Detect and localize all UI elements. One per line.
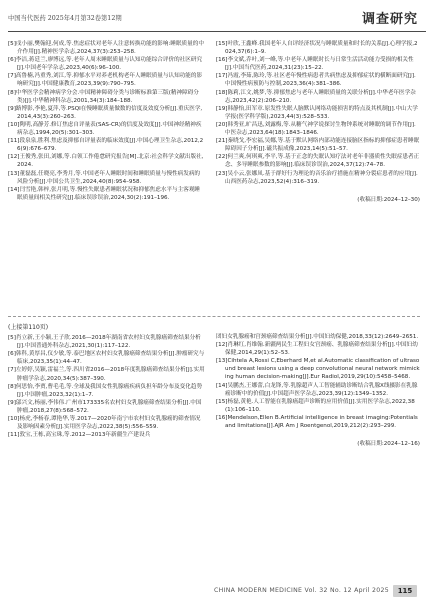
reference-item: [14]吴鹏杰,王娜蕾,白龙锋,等.乳腺超声人工智能辅助诊断结合乳腺X线摄影在乳腺癌诊断中的价值[J].中国超声医学杂志,2023,39(12):1349–1352. — [216, 382, 418, 397]
reference-item: [16]李文斌,乔叶,刘一峰,等.中老年人睡眠时长与日常生活活动能力受损的相关性[J].中国当代医药,2024,31(23):15–22. — [216, 57, 414, 72]
reference-item: [7]左婷婷,吴颖,雷福兰,等.四川省2016—2018年度乳腺癌筛查结果分析[J].实用肿瘤学杂志,2020,34(5):387–390. — [8, 367, 205, 382]
reference-item: [12]肖琳红,肖维翰.新疆两民生工程妇女宫颈癌、乳腺癌筛查结果分析[J].中国妇幼保健,2014,29(1):52–53. — [216, 342, 418, 357]
reference-item: [6]李洁,蒋廷兰,廖博远,等.老年人周末睡眠质量与认知功能综合评价的社区研究[J].中国老年学杂志,2023,40(6):96–100. — [8, 57, 203, 72]
lower-right-references — [216, 333, 420, 454]
reference-item: [5]戌小丽,樊翰迎,何成,等.焦虑症状对老年人注意转换功能的影响:睡眠质量的中介作用[J].精神医学杂志,2024,37(3):253–258. — [8, 41, 204, 56]
upper-receipt-date: (收稿日期:2024–12–30) — [357, 196, 420, 203]
header-rule — [8, 31, 426, 32]
page-number: 115 — [393, 585, 417, 597]
reference-item: [22]何兰爽,何琪爽,李平,等.基于正念的失眠认知疗法对老年非器质性失眠症患者正念、多导睡眠参数的影响[J].临床误诊误治,2024,37(12):74–78. — [216, 154, 420, 169]
page-footer — [0, 585, 427, 599]
reference-item: [11]敦宝,王栋,高宝珠,等.2012—2013年新疆生产建设兵 — [8, 432, 151, 439]
reference-item: [17]冯霞,李茹,陈玲,等.社区老年慢性病患者共病焦虑及抑郁症状的横断面研究[J].中国慢性病预防与控制,2023,36(4):381–386. — [216, 73, 416, 88]
reference-item: [8]何思怡,李贾,曹毛毛,等.全球及我国女性乳腺癌疾病负担年龄分布及变化趋势[J].中国肿瘤,2023,32(1):1–7. — [8, 383, 203, 398]
reference-item: [10]陶明,高静芳.修订焦虑自评量表(SAS-CR)的信度及效度[J].中国神经精神疾病杂志,1994,20(5):301–303. — [8, 121, 202, 137]
lower-receipt-date: (收稿日期:2024–12–16) — [357, 441, 420, 448]
reference-item: [10]杨虎,李杨春,谭艳华,等.2017—2020年南宁市农村妇女乳腺癌的筛查情况及影响因素分析[J].实用医学杂志,2022,38(5):556–559. — [8, 416, 201, 431]
reference-item: [20]韩秀亚,旷昌迅,刘露梅,等.从糖气神学说探讨生物钟系统对睡眠的调节作用[J].中医杂志,2023,64(18):1843–1846. — [216, 121, 416, 137]
reference-item: [14]闫雪艳,韩梓,张月明,等.慢性失眠患者睡眠状况和抑郁焦虑水平与主客观睡眠质量间相关性研究[J].临床误诊误治,2024,30(2):191–196. — [8, 186, 201, 201]
reference-item: [18]陈莉,江文,姚梦,等.抑郁焦虑与老年人睡眠质量的关联分析[J].中华老年医学杂志,2023,42(2):206–210. — [216, 89, 416, 104]
reference-item: [12]王俊秀,张田,刘娜,等.白领工作倦怠研究报告[M].北京:社会科学文献出版社,2024. — [8, 154, 204, 169]
continuation-title: (上接第110页) — [8, 324, 49, 331]
reference-item: 团妇女乳腺癌和宫颈癌筛查结果分析[J].中国妇幼保健,2018,33(12):2649–2651. — [216, 334, 419, 340]
reference-item: [23]吴小云,张娜凤.基于群好行为理论的音乐治疗措施在精神分裂症患者的应用[J].山西医药杂志,2023,52(4):316–319. — [216, 170, 418, 185]
journal-issue-line: 中国当代医药 2025年4月第32卷第12期 — [8, 15, 122, 22]
reference-item: [7]高鲁楠,冯重秀,刘江,等.抑郁水平对养老机构老年人睡眠质量与认知功能的影响研究[J].中国健康教育,2023,39(9):790–795. — [8, 73, 203, 88]
reference-item: [15]杨磊,黄艳.人工智能在乳腺癌超声诊断的应用价值[J].实用医学杂志,2022,38(1):106–110. — [216, 398, 415, 413]
reference-item: [11]段泉泉,胜利.焦虑及抑郁自评量表的临床效度[J].中国心理卫生杂志,2012,26(9):676–679. — [8, 138, 204, 153]
reference-item: [16]Mendelson,Ellen B.Artificial intelligence in breast imaging:Potentials and limitations[J].AJR Am J Roentgenol,2019,212(2):293–299. — [216, 414, 418, 430]
reference-item: [9]路博影,李艳,夏萍,等.PSQI在慢睡眠质量做数的信度及效度分析[J].重庆医学,2014,43(3):260–263. — [8, 105, 203, 120]
reference-item: [15]叶欣,王鑫峰.我国老年人自评经济状况与睡眠质量和时长的关系[J].心理学报,2024,37(6):1–9. — [216, 41, 418, 56]
lower-left-references — [8, 324, 205, 439]
reference-item: [13]董磊磊,任晓亮,李秀月,等.中国老年人睡眠时间和睡眠质量与慢性病发病的风险分析[J].中国公共卫生,2024,40(8):954–958. — [8, 170, 201, 185]
reference-item: [21]秦晓戈,李宏福,吴娜,等.基于默认网络内部功能连接脑区指标的抑郁症患者睡眠障碍因子分析[J].磁共振成像,2023,14(5):51–57. — [216, 138, 420, 153]
upper-right-references — [216, 40, 420, 209]
upper-left-references — [8, 40, 205, 202]
footer-journal-name: CHINA MODERN MEDICINE Vol. 32 No. 12 April 2025 — [214, 587, 389, 594]
page-header — [0, 0, 427, 38]
reference-item: [13]Cihtela A,Rossi C,Eberhard M,et al.Automatic classification of ultrasound breast lesions using a deep convolutional neural network mimicking human decision-making[J].Eur Radiol,2019,29(10):5458–5468. — [216, 358, 420, 381]
section-title: 调查研究 — [359, 8, 421, 27]
reference-item: [9]邬兴文,杨丽,李伟伟.广州市173335名农村妇女乳腺癌筛查结果分析[J].中国肿瘤,2018,27(8):568–572. — [8, 399, 202, 414]
reference-item: [19]韩静怡,田军章.原发性失眠人脑默认网络功能损害的特点及其机制[J].中山大学学报(医学科学版),2023,44(3):528–533. — [216, 105, 418, 120]
reference-item: [6]韩科,黄厚昌,仪少敏,等.泰巴地区农村妇女乳腺癌筛查结果分析[J].肿瘤研究与临床,2023,35(1):44–47. — [8, 351, 205, 366]
reference-item: [8]中华医学会精神病学分会.中国精神障碍分类与诊断标准第三版(精神障碍分类)[J].中华精神科杂志,2001,34(3):184–188. — [8, 89, 199, 104]
section-divider — [8, 316, 420, 317]
reference-item: [5]肖立新,王小颖,王子欣.2016—2018年湖南省农村妇女乳腺癌筛查结果分析[J].中国普通外科杂志,2021,30(1):117–122. — [8, 335, 201, 350]
